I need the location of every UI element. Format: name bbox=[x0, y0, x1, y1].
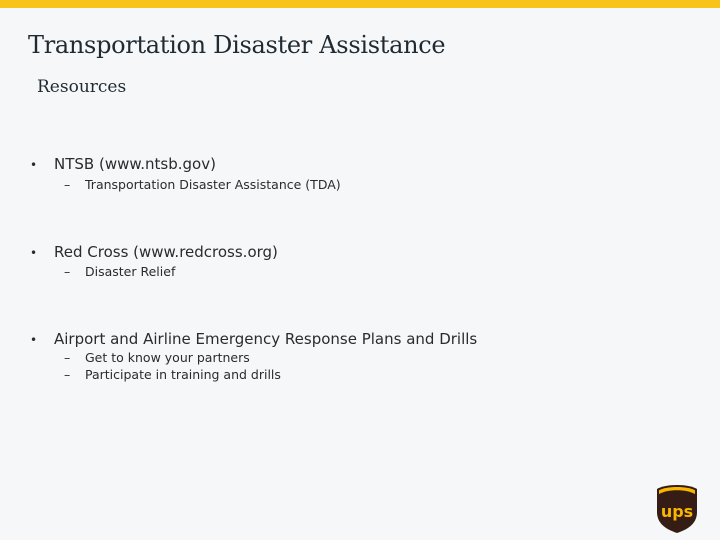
ups-shield-logo-icon bbox=[655, 484, 699, 534]
slide-subtitle: Resources bbox=[37, 77, 127, 97]
sub-bullet-marker: – bbox=[64, 367, 71, 382]
logo-wordmark: ups bbox=[660, 502, 694, 521]
bullet-marker: • bbox=[30, 158, 38, 172]
bullet-item: NTSB (www.ntsb.gov) bbox=[54, 155, 216, 173]
top-accent-bar bbox=[0, 0, 720, 8]
bullet-item: Airport and Airline Emergency Response Plans and Drills bbox=[54, 330, 478, 348]
sub-bullet-item: Disaster Relief bbox=[85, 264, 176, 279]
bullet-item: Red Cross (www.redcross.org) bbox=[54, 243, 278, 261]
bullet-marker: • bbox=[30, 246, 38, 260]
sub-bullet-item: Get to know your partners bbox=[85, 350, 250, 365]
bullet-marker: • bbox=[30, 333, 38, 347]
sub-bullet-item: Transportation Disaster Assistance (TDA) bbox=[85, 177, 341, 192]
sub-bullet-marker: – bbox=[64, 177, 71, 192]
slide-title: Transportation Disaster Assistance bbox=[28, 31, 446, 59]
sub-bullet-marker: – bbox=[64, 350, 71, 365]
sub-bullet-marker: – bbox=[64, 264, 71, 279]
sub-bullet-item: Participate in training and drills bbox=[85, 367, 281, 382]
